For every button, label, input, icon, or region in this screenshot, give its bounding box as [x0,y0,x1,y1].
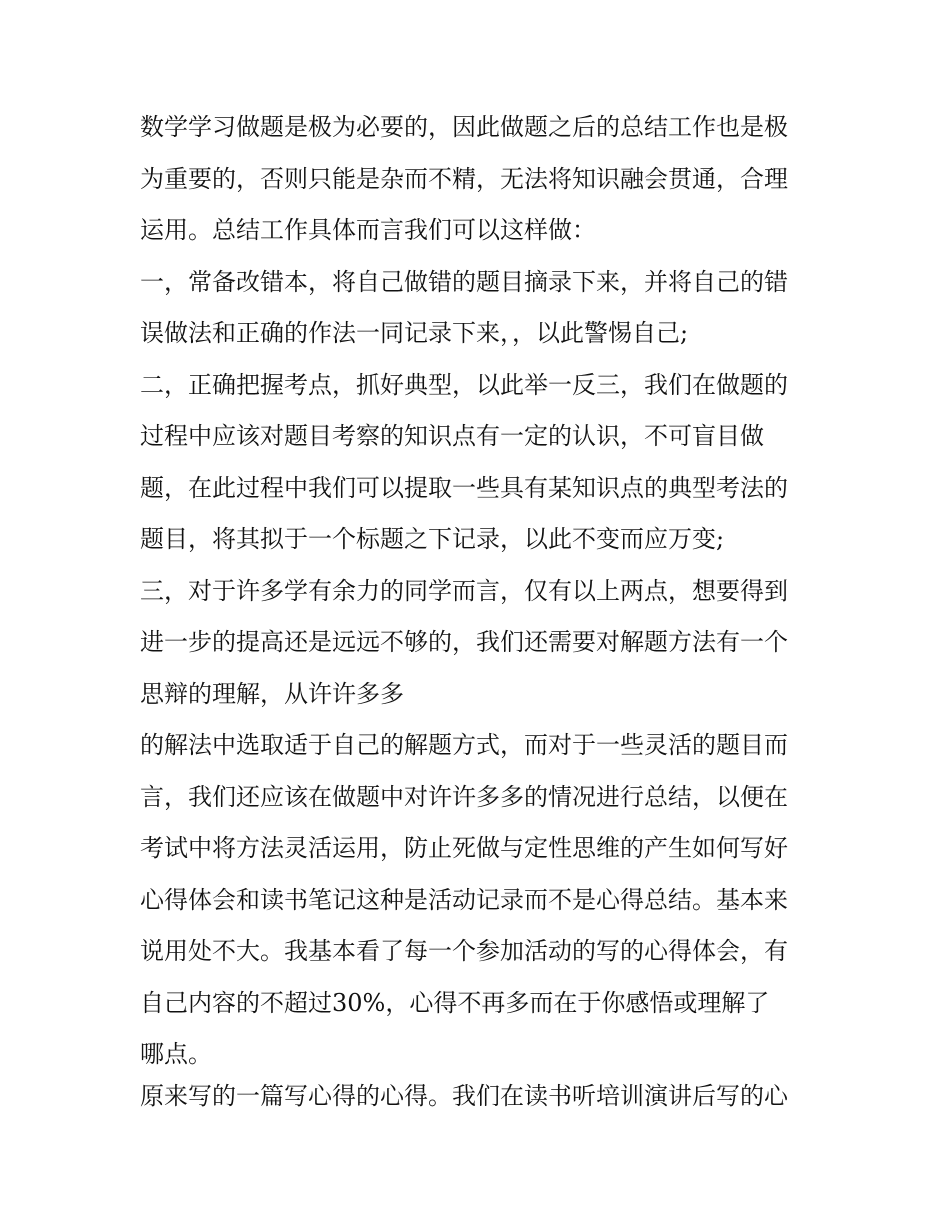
text-line-19: 哪点。 [140,1040,212,1068]
text-line-5: 误做法和正确的作法一同记录下来，，以此警惕自己; [140,319,689,347]
body-text [140,102,820,1081]
text-line-9: 题目，将其拟于一个标题之下记录，以此不变而应万变; [140,525,725,553]
text-line-10: 三，对于许多学有余力的同学而言，仅有以上两点，想要得到 [140,576,788,605]
text-line-16: 心得体会和读书笔记这种是活动记录而不是心得总结。基本来 [140,885,788,914]
text-line-6: 二，正确把握考点，抓好典型，以此举一反三，我们在做题的 [140,370,788,399]
text-line-4: 一，常备改错本，将自己做错的题目摘录下来，并将自己的错 [140,267,788,296]
body-text-continuation [140,1071,820,1123]
text-line-12: 思辩的理解，从许许多多 [140,679,404,708]
text-line-2: 为重要的，否则只能是杂而不精，无法将知识融会贯通，合理 [140,164,788,193]
text-line-14: 言，我们还应该在做题中对许许多多的情况进行总结，以便在 [140,782,788,811]
text-line-17: 说用处不大。我基本看了每一个参加活动的写的心得体会，有 [140,937,788,965]
text-line-15: 考试中将方法灵活运用，防止死做与定性思维的产生如何写好 [140,834,788,862]
text-line-1: 数学学习做题是极为必要的，因此做题之后的总结工作也是极 [140,113,788,141]
text-line-11: 进一步的提高还是远远不够的，我们还需要对解题方法有一个 [140,628,788,656]
text-line-13: 的解法中选取适于自己的解题方式，而对于一些灵活的题目而 [140,731,788,759]
text-line-8: 题，在此过程中我们可以提取一些具有某知识点的典型考法的 [140,473,788,502]
text-line-3: 运用。总结工作具体而言我们可以这样做： [140,216,596,244]
text-line-final: 原来写的一篇写心得的心得。我们在读书听培训演讲后写的心 [140,1082,788,1110]
text-line-18: 自己内容的不超过30%，心得不再多而在于你感悟或理解了 [140,988,770,1017]
text-line-7: 过程中应该对题目考察的知识点有一定的认识，不可盲目做 [140,422,764,450]
